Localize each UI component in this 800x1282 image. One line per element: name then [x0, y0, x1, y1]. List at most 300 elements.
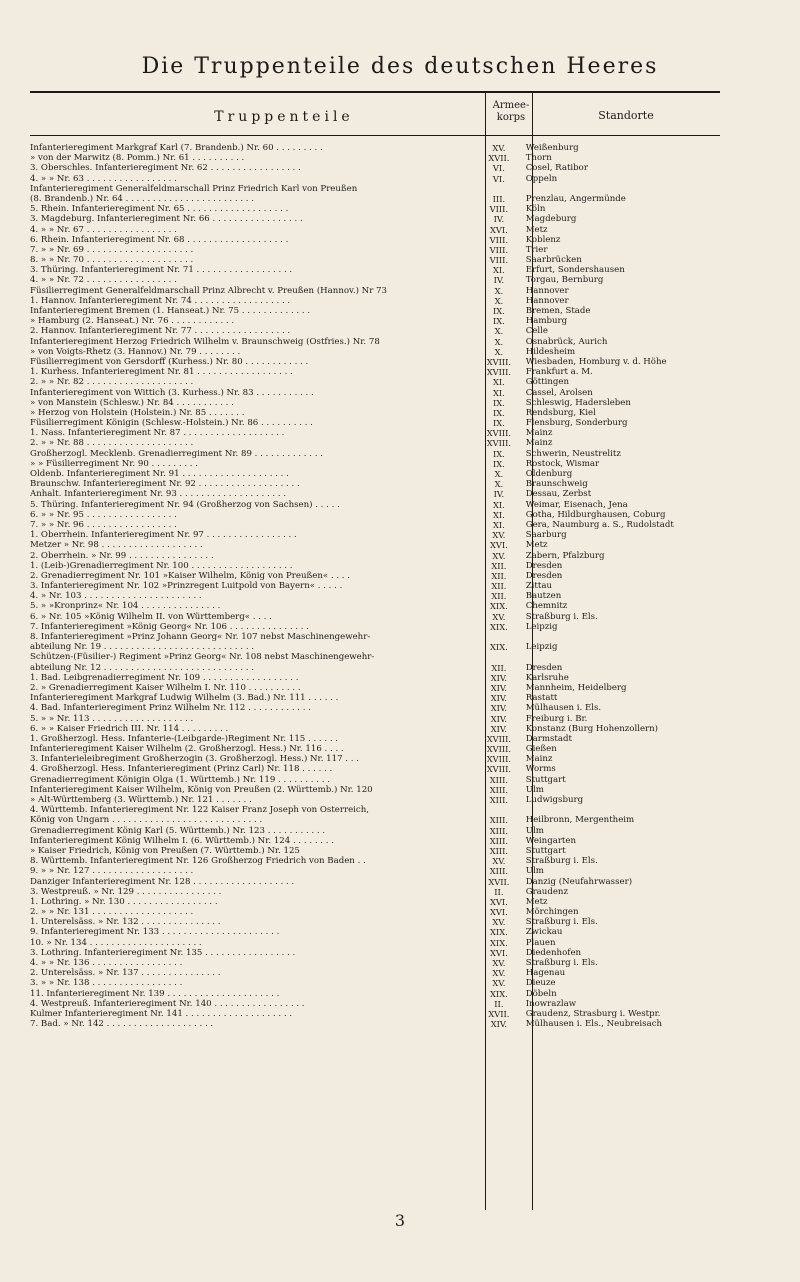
table-row [30, 530, 720, 540]
unit-cell: 3. » » Nr. 138 . . . . . . . . . . . . . . . . . [30, 978, 183, 989]
garrison-cell: Inowrazlaw [525, 998, 577, 1009]
garrison-cell: Braunschweig [525, 479, 588, 490]
garrison-cell: Oppeln [525, 173, 558, 184]
unit-cell: 2. » » Nr. 131 . . . . . . . . . . . . . . . . . . . [30, 907, 194, 918]
table-row [30, 632, 720, 642]
unit-cell: Grenadierregiment Königin Olga (1. Württemb.) Nr. 119 . . . . . . . . . . [30, 774, 330, 785]
corps-cell: XII. [491, 591, 507, 602]
garrison-cell: Oldenburg [525, 469, 573, 479]
garrison-cell: Hamburg [525, 316, 568, 327]
corps-cell: X. [494, 285, 504, 296]
garrison-cell: Zabern, Pfalzburg [525, 550, 605, 561]
garrison-cell: Gießen [525, 744, 557, 755]
table-row [30, 194, 720, 204]
garrison-cell: Hannover [525, 285, 569, 296]
corps-cell: IX. [492, 306, 505, 316]
unit-cell: Danziger Infanterieregiment Nr. 128 . . . . . . . . . . . . . . . . . . . [30, 876, 295, 887]
corps-cell: IX. [492, 407, 505, 418]
garrison-cell: Trier [525, 244, 548, 255]
unit-cell: Metzer » Nr. 98 . . . . . . . . . . . . . . . . . . . [30, 540, 203, 551]
table-row [30, 510, 720, 520]
unit-cell: 1. Unterelsäss. » Nr. 132 . . . . . . . . . . . . . . . [30, 917, 221, 928]
garrison-cell: Graudenz, Strasburg i. Westpr. [525, 1008, 661, 1019]
unit-cell: 6. » » Kaiser Friedrich III. Nr. 114 . . . . . . . . . [30, 723, 229, 734]
corps-cell: XIII. [489, 845, 509, 856]
garrison-cell: Thorn [525, 153, 552, 164]
corps-cell: XI. [492, 499, 505, 510]
corps-cell: XI. [492, 387, 505, 398]
table-row [30, 500, 720, 510]
garrison-cell: Hannover [525, 295, 569, 306]
table-row [30, 989, 720, 999]
garrison-cell: Göttingen [525, 377, 570, 388]
table-row [30, 153, 720, 163]
corps-cell [478, 652, 520, 662]
table-row [30, 296, 720, 306]
unit-cell: 1. Hannov. Infanterieregiment Nr. 74 . . . . . . . . . . . . . . . . . . [30, 295, 291, 306]
garrison-cell: Karlsruhe [525, 672, 569, 683]
garrison-cell: Mülhausen i. Els. [525, 703, 602, 714]
table-row [30, 428, 720, 438]
garrison-cell: Mörchingen [525, 907, 579, 918]
garrison-cell: Cassel, Arolsen [525, 387, 593, 398]
garrison-cell: Leipzig [525, 621, 558, 632]
garrison-cell: Dessau, Zerbst [525, 489, 592, 500]
corps-cell: XV. [492, 530, 506, 541]
unit-cell: 7. » » Nr. 69 . . . . . . . . . . . . . . . . . . . . [30, 244, 194, 255]
table-row [30, 561, 720, 571]
table-row [30, 377, 720, 387]
garrison-cell [520, 805, 720, 815]
unit-cell: 4. » » Nr. 72 . . . . . . . . . . . . . . . . . [30, 275, 177, 286]
corps-cell: XIII. [489, 825, 509, 836]
unit-cell: 1. Oberrhein. Infanterieregiment Nr. 97 . . . . . . . . . . . . . . . . . [30, 530, 297, 541]
garrison-cell: Weimar, Eisenach, Jena [525, 499, 628, 510]
unit-cell: 3. Westpreuß. » Nr. 129 . . . . . . . . . . . . . . . . [30, 886, 222, 897]
table-row [30, 612, 720, 622]
unit-cell: 1. Bad. Leibgrenadierregiment Nr. 109 . . . . . . . . . . . . . . . . . . [30, 672, 299, 683]
corps-cell: II. [494, 998, 504, 1009]
corps-cell: VI. [492, 163, 505, 174]
corps-cell: XIV. [490, 693, 508, 704]
table-row [30, 805, 720, 815]
corps-cell: VIII. [489, 244, 509, 255]
unit-cell: 4. Westpreuß. Infanterieregiment Nr. 140 . . . . . . . . . . . . . . . . . [30, 998, 305, 1009]
garrison-cell: Graudenz [525, 886, 568, 897]
corps-cell: IX. [492, 397, 505, 408]
corps-cell: XVIII. [486, 754, 512, 765]
unit-cell: 4. » » Nr. 67 . . . . . . . . . . . . . . . . . [30, 224, 177, 235]
unit-column-header: Truppenteile [214, 109, 354, 125]
table-row [30, 438, 720, 448]
header-rule-top [30, 91, 720, 93]
unit-cell: » von der Marwitz (8. Pomm.) Nr. 61 . . . . . . . . . . [30, 153, 245, 164]
table-row [30, 214, 720, 224]
table-row [30, 999, 720, 1009]
unit-cell: 2. Unterelsäss. » Nr. 137 . . . . . . . . . . . . . . . [30, 968, 221, 979]
unit-cell: » » Füsilierregiment Nr. 90 . . . . . . . . . [30, 458, 198, 469]
unit-cell: Infanterieregiment Kaiser Wilhelm (2. Großherzogl. Hess.) Nr. 116 . . . . [30, 744, 344, 755]
table-row [30, 398, 720, 408]
garrison-cell: Köln [525, 204, 546, 215]
table-row [30, 693, 720, 703]
table-row [30, 449, 720, 459]
corps-cell: XI. [492, 519, 505, 530]
table-row [30, 826, 720, 836]
corps-cell: XII. [491, 560, 507, 571]
garrison-cell: Mannheim, Heidelberg [525, 682, 627, 693]
unit-cell: 7. » » Nr. 96 . . . . . . . . . . . . . . . . . [30, 519, 177, 530]
corps-cell: XI. [492, 377, 505, 388]
corps-cell: XVIII. [486, 438, 512, 449]
unit-cell: » von Voigts-Rhetz (3. Hannov.) Nr. 79 . . . . . . . . [30, 346, 241, 357]
garrison-cell: Gotha, Hildburghausen, Coburg [525, 509, 666, 520]
table-row [30, 754, 720, 764]
garrison-cell: Prenzlau, Angermünde [525, 193, 626, 204]
table-row [30, 489, 720, 499]
unit-cell: Kulmer Infanterieregiment Nr. 141 . . . . . . . . . . . . . . . . . . . . [30, 1008, 293, 1019]
table-row [30, 520, 720, 530]
garrison-cell: Rendsburg, Kiel [525, 407, 596, 418]
unit-cell: 1. Nass. Infanterieregiment Nr. 87 . . . . . . . . . . . . . . . . . . . [30, 428, 285, 439]
table-row [30, 652, 720, 662]
table-row [30, 143, 720, 153]
garrison-cell: Straßburg i. Els. [525, 917, 598, 928]
garrison-cell: Wiesbaden, Homburg v. d. Höhe [525, 356, 667, 367]
corps-cell: XIII. [489, 815, 509, 826]
garrison-cell: Stuttgart [525, 774, 566, 785]
garrison-cell: Rastatt [525, 693, 558, 704]
table-row [30, 408, 720, 418]
garrison-cell: Dresden [525, 662, 563, 673]
garrison-cell: Mülhausen i. Els., Neubreisach [525, 1019, 663, 1030]
table-row [30, 571, 720, 581]
table-row [30, 877, 720, 887]
table-row [30, 714, 720, 724]
table-row [30, 815, 720, 825]
garrison-cell: Flensburg, Sonderburg [525, 418, 628, 429]
corps-cell: XIV. [490, 723, 508, 734]
table-row [30, 479, 720, 489]
table-row [30, 581, 720, 591]
table-row [30, 235, 720, 245]
garrison-cell: Metz [525, 224, 548, 235]
unit-cell: 8. » » Nr. 70 . . . . . . . . . . . . . . . . . . . . [30, 255, 194, 266]
garrison-cell: Hagenau [525, 968, 566, 979]
unit-cell: Braunschw. Infanterieregiment Nr. 92 . . . . . . . . . . . . . . . . . . . [30, 479, 300, 490]
garrison-cell: Dieuze [525, 978, 556, 989]
garrison-cell: Torgau, Bernburg [525, 275, 604, 286]
garrison-cell [520, 652, 720, 662]
table-row [30, 418, 720, 428]
corps-cell: XVIII. [486, 356, 512, 367]
unit-cell: » Hamburg (2. Hanseat.) Nr. 76 . . . . . . . . . . . . [30, 316, 235, 327]
corps-cell: XII. [491, 570, 507, 581]
corps-cell: XVII. [488, 876, 510, 887]
table-row [30, 591, 720, 601]
unit-cell: 4. Württemb. Infanterieregiment Nr. 122 Kaiser Franz Joseph von Österreich, [30, 805, 370, 816]
garrison-cell: Ulm [525, 784, 544, 795]
garrison-cell: Straßburg i. Els. [525, 611, 598, 622]
garrison-cell: Schwerin, Neustrelitz [525, 448, 621, 459]
table-row [30, 316, 720, 326]
unit-cell: Infanterieregiment Generalfeldmarschall Prinz Friedrich Karl von Preußen [30, 183, 358, 194]
corps-cell: XII. [491, 662, 507, 673]
garrison-cell: Danzig (Neufahrwasser) [525, 876, 633, 887]
table-row [30, 968, 720, 978]
unit-cell: (8. Brandenb.) Nr. 64 . . . . . . . . . . . . . . . . . . . . . . . . [30, 193, 255, 204]
unit-cell: 4. » » Nr. 136 . . . . . . . . . . . . . . . . . [30, 958, 183, 968]
corps-cell: X. [494, 346, 504, 357]
corps-cell: XIV. [490, 703, 508, 714]
unit-cell: 6. » » Nr. 95 . . . . . . . . . . . . . . . . . [30, 509, 177, 520]
unit-cell: Füsilierregiment von Gersdorff (Kurhess.) Nr. 80 . . . . . . . . . . . . [30, 356, 309, 367]
unit-cell: 2. » » Nr. 82 . . . . . . . . . . . . . . . . . . . . [30, 377, 194, 388]
corps-cell: XIX. [490, 642, 508, 653]
corps-cell: XIII. [489, 774, 509, 785]
garrison-cell: Weingarten [525, 835, 577, 846]
corps-cell: XVII. [488, 1008, 510, 1019]
table-row [30, 540, 720, 550]
corps-column-header: Armee- korps [492, 100, 530, 123]
garrison-cell: Plauen [525, 937, 556, 948]
garrison-cell: Chemnitz [525, 601, 568, 612]
garrison-cell: Straßburg i. Els. [525, 856, 598, 867]
corps-cell: XV. [492, 143, 506, 153]
corps-cell: XIV. [490, 713, 508, 724]
garrison-cell: Ulm [525, 825, 544, 836]
unit-cell: 2. » » Nr. 88 . . . . . . . . . . . . . . . . . . . . [30, 438, 194, 449]
garrison-cell: Döbeln [525, 988, 557, 999]
corps-cell: III. [492, 193, 506, 204]
unit-cell: 3. Infanterieregiment Nr. 102 »Prinzregent Luitpold von Bayern« . . . . . [30, 581, 343, 592]
unit-cell: » von Manstein (Schlesw.) Nr. 84 . . . . . . . . . . . [30, 397, 234, 408]
garrison-cell: Rostock, Wismar [525, 458, 600, 469]
corps-cell: XV. [492, 856, 506, 867]
garrison-cell: Weißenburg [525, 143, 579, 153]
corps-cell: XIX. [490, 988, 508, 999]
unit-cell: Großherzogl. Mecklenb. Grenadierregiment Nr. 89 . . . . . . . . . . . . . [30, 448, 323, 459]
unit-cell: 4. » » Nr. 63 . . . . . . . . . . . . . . . . . [30, 173, 177, 184]
unit-cell: Füsilierregiment Generalfeldmarschall Prinz Albrecht v. Preußen (Hannov.) Nr 73 [30, 285, 387, 296]
garrison-cell: Stuttgart [525, 845, 566, 856]
table-row [30, 683, 720, 693]
table-row [30, 978, 720, 988]
garrison-cell: Mainz [525, 754, 553, 765]
unit-cell: 1. Kurhess. Infanterieregiment Nr. 81 . . . . . . . . . . . . . . . . . . [30, 367, 293, 378]
corps-cell: XIII. [489, 866, 509, 877]
table-row [30, 367, 720, 377]
garrison-cell: Saarburg [525, 530, 567, 541]
unit-cell: Infanterieregiment Bremen (1. Hanseat.) Nr. 75 . . . . . . . . . . . . . [30, 306, 311, 316]
garrison-cell: Metz [525, 540, 548, 551]
unit-cell: 4. » Nr. 103 . . . . . . . . . . . . . . . . . . . . . . [30, 591, 202, 602]
unit-cell: Anhalt. Infanterieregiment Nr. 93 . . . . . . . . . . . . . . . . . . . . [30, 489, 287, 500]
unit-cell: 1. (Leib-)Grenadierregiment Nr. 100 . . . . . . . . . . . . . . . . . . . [30, 560, 293, 571]
garrison-cell: Osnabrück, Aurich [525, 336, 608, 347]
garrison-cell: Bautzen [525, 591, 562, 602]
garrison-cell: Hildesheim [525, 346, 576, 357]
unit-cell: Grenadierregiment König Karl (5. Württemb.) Nr. 123 . . . . . . . . . . . [30, 825, 326, 836]
table-row [30, 184, 720, 194]
table-row [30, 734, 720, 744]
corps-cell: XI. [492, 265, 505, 276]
corps-cell: XV. [492, 978, 506, 989]
corps-cell: II. [494, 886, 504, 897]
corps-cell: XVI. [489, 947, 508, 958]
corps-cell: XIX. [490, 601, 508, 612]
corps-cell: XIV. [490, 1019, 508, 1030]
page-number: 3 [394, 1211, 406, 1230]
table-row [30, 866, 720, 876]
table-row [30, 275, 720, 285]
corps-cell: XVI. [489, 540, 508, 551]
garrison-cell: Koblenz [525, 234, 561, 245]
corps-cell: IV. [493, 214, 505, 225]
table-row [30, 724, 720, 734]
corps-cell: X. [494, 295, 504, 306]
unit-cell: 5. Rhein. Infanterieregiment Nr. 65 . . . . . . . . . . . . . . . . . . . [30, 204, 289, 215]
garrison-cell: Diedenhofen [525, 947, 582, 958]
corps-cell: XVIII. [486, 744, 512, 755]
table-row [30, 917, 720, 927]
corps-cell: XI. [492, 509, 505, 520]
table-row [30, 958, 720, 968]
corps-cell: XVI. [489, 224, 508, 235]
corps-cell: X. [494, 326, 504, 337]
unit-cell: Füsilierregiment Königin (Schlesw.-Holstein.) Nr. 86 . . . . . . . . . . [30, 418, 313, 429]
garrison-cell: Magdeburg [525, 214, 577, 225]
corps-cell: X. [494, 336, 504, 347]
garrison-cell: Schleswig, Hadersleben [525, 397, 631, 408]
table-row [30, 907, 720, 917]
corps-cell: XV. [492, 917, 506, 928]
unit-cell: Infanterieregiment König Wilhelm I. (6. Württemb.) Nr. 124 . . . . . . . . [30, 835, 334, 846]
corps-cell: VI. [492, 173, 505, 184]
unit-cell: 9. » » Nr. 127 . . . . . . . . . . . . . . . . . . . [30, 866, 194, 877]
unit-cell: 7. Infanterieregiment »König Georg« Nr. 106 . . . . . . . . . . . . . . . [30, 621, 309, 632]
corps-cell: IV. [493, 489, 505, 500]
corps-cell [478, 805, 520, 815]
table-row [30, 938, 720, 948]
table-row [30, 744, 720, 754]
table-row [30, 1009, 720, 1019]
regiment-table [30, 143, 720, 1029]
corps-cell: XV. [492, 611, 506, 622]
unit-cell: 6. Rhein. Infanterieregiment Nr. 68 . . . . . . . . . . . . . . . . . . . [30, 234, 289, 245]
corps-cell: XIII. [489, 835, 509, 846]
unit-cell: 2. Grenadierregiment Nr. 101 »Kaiser Wilhelm, König von Preußen« . . . . [30, 570, 350, 581]
table-row [30, 601, 720, 611]
corps-cell: XVII. [488, 153, 510, 164]
garrison-cell: Saarbrücken [525, 255, 582, 266]
unit-cell: 3. Infanterieleibregiment Großherzogin (3. Großherzogl. Hess.) Nr. 117 . . . [30, 754, 359, 765]
unit-cell: » Herzog von Holstein (Holstein.) Nr. 85 . . . . . . . [30, 407, 245, 418]
corps-cell: IX. [492, 418, 505, 429]
unit-cell: 2. » Grenadierregiment Kaiser Wilhelm I. Nr. 110 . . . . . . . . . . [30, 682, 301, 693]
table-row [30, 673, 720, 683]
table-row [30, 204, 720, 214]
unit-cell: » Alt-Württemberg (3. Württemb.) Nr. 121 . . . . . . . [30, 795, 252, 805]
unit-cell: abteilung Nr. 12 . . . . . . . . . . . . . . . . . . . . . . . . . . . . [30, 662, 255, 673]
garrison-cell: Bremen, Stade [525, 306, 591, 316]
unit-cell: 1. Lothring. » Nr. 130 . . . . . . . . . . . . . . . . . [30, 896, 218, 907]
garrison-cell: Metz [525, 896, 548, 907]
garrison-cell: Erfurt, Sondershausen [525, 265, 625, 276]
unit-cell: 4. Bad. Infanterieregiment Prinz Wilhelm Nr. 112 . . . . . . . . . . . . [30, 703, 311, 714]
table-row [30, 887, 720, 897]
table-row [30, 622, 720, 632]
unit-cell: 6. » Nr. 105 »König Wilhelm II. von Württemberg« . . . . [30, 611, 272, 622]
corps-cell: X. [494, 469, 504, 479]
corps-cell: IX. [492, 316, 505, 327]
corps-cell: IV. [493, 275, 505, 286]
garrison-column-header: Standorte [598, 109, 654, 122]
garrison-cell: Darmstadt [525, 733, 572, 744]
table-row [30, 163, 720, 173]
corps-cell: XII. [491, 581, 507, 592]
corps-cell: XIX. [490, 937, 508, 948]
table-row [30, 663, 720, 673]
garrison-cell [520, 184, 720, 194]
unit-cell: 8. Württemb. Infanterieregiment Nr. 126 Großherzog Friedrich von Baden . . [30, 856, 366, 867]
corps-cell [478, 184, 520, 194]
unit-cell: Infanterieregiment Markgraf Karl (7. Brandenb.) Nr. 60 . . . . . . . . . [30, 143, 323, 153]
table-row [30, 836, 720, 846]
table-row [30, 174, 720, 184]
unit-cell: 3. Magdeburg. Infanterieregiment Nr. 66 . . . . . . . . . . . . . . . . . [30, 214, 303, 225]
header-rule-bottom [30, 135, 720, 136]
garrison-cell: Celle [525, 326, 548, 337]
garrison-cell: Freiburg i. Br. [525, 713, 588, 724]
corps-cell: XIX. [490, 621, 508, 632]
garrison-cell: Mainz [525, 438, 553, 449]
unit-cell: Infanterieregiment von Wittich (3. Kurhess.) Nr. 83 . . . . . . . . . . . [30, 387, 314, 398]
unit-cell: 10. » Nr. 134 . . . . . . . . . . . . . . . . . . . . . [30, 937, 202, 948]
unit-cell: Schützen-(Füsilier-) Regiment »Prinz Georg« Nr. 108 nebst Maschinengewehr- [30, 652, 375, 663]
unit-cell: abteilung Nr. 19 . . . . . . . . . . . . . . . . . . . . . . . . . . . . [30, 642, 255, 653]
corps-cell [478, 632, 520, 642]
table-row [30, 846, 720, 856]
garrison-cell: Leipzig [525, 642, 558, 653]
unit-cell: Infanterieregiment Markgraf Ludwig Wilhelm (3. Bad.) Nr. 111 . . . . . . [30, 693, 339, 704]
unit-cell: 1. Großherzogl. Hess. Infanterie-(Leibgarde-)Regiment Nr. 115 . . . . . . [30, 733, 339, 744]
garrison-cell: Cosel, Ratibor [525, 163, 588, 174]
unit-cell: König von Ungarn . . . . . . . . . . . . . . . . . . . . . . . . . . . . [30, 815, 263, 826]
corps-cell: X. [494, 479, 504, 490]
table-row [30, 357, 720, 367]
corps-cell: XIV. [490, 682, 508, 693]
corps-cell: XVI. [489, 907, 508, 918]
corps-cell: XV. [492, 550, 506, 561]
table-row [30, 775, 720, 785]
garrison-cell: Gera, Naumburg a. S., Rudolstadt [525, 519, 674, 530]
unit-cell: 5. » »Kronprinz« Nr. 104 . . . . . . . . . . . . . . . [30, 601, 221, 612]
corps-cell: XIII. [489, 795, 509, 805]
garrison-cell: Straßburg i. Els. [525, 958, 598, 968]
table-row [30, 551, 720, 561]
table-row [30, 337, 720, 347]
corps-cell: XIX. [490, 927, 508, 938]
table-row [30, 225, 720, 235]
corps-cell: XVIII. [486, 764, 512, 775]
corps-cell: VIII. [489, 204, 509, 215]
table-row [30, 326, 720, 336]
corps-cell: XV. [492, 968, 506, 979]
table-row [30, 856, 720, 866]
corps-cell: XV. [492, 958, 506, 968]
garrison-cell: Dresden [525, 560, 563, 571]
